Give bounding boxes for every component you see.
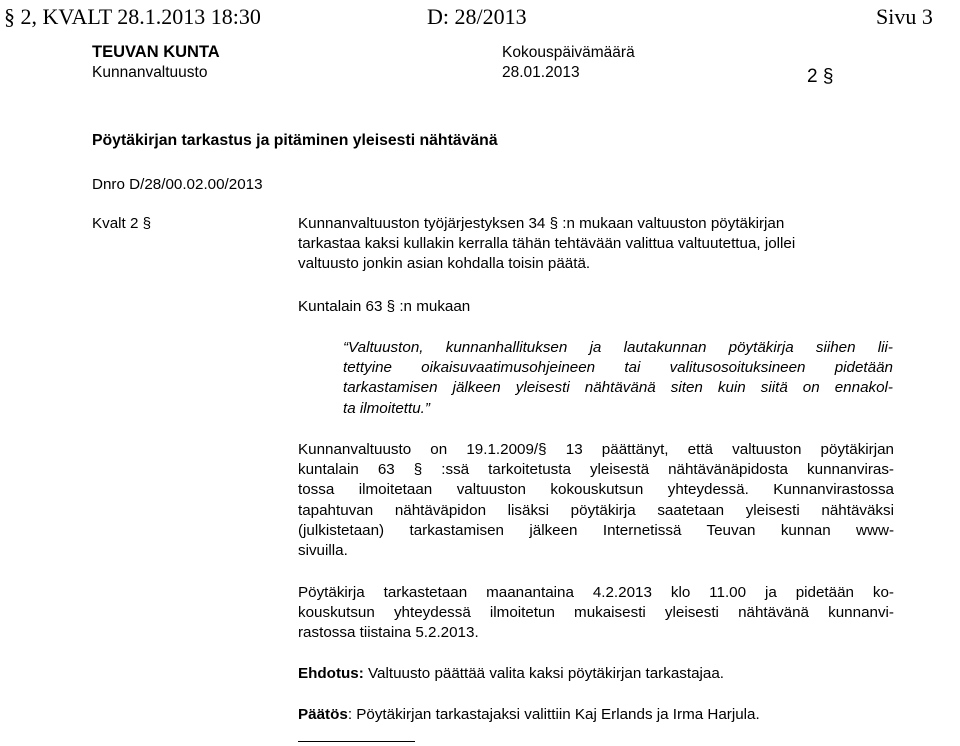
intro-line: tarkastaa kaksi kullakin kerralla tähän tehtävään valittua valtuutettua, jollei (298, 235, 796, 253)
intro-line: Kunnanvaltuuston työjärjestyksen 34 § :n mukaan valtuuston pöytäkirjan (298, 215, 785, 232)
section-number (807, 66, 833, 88)
paragraph-line: Pöytäkirja tarkastetaan maanantaina 4.2.2013 klo 11.00 ja pidetään ko- (298, 584, 894, 601)
proposal-text: Valtuusto päättää valita kaksi pöytäkirjan tarkastajaa. (363, 665, 725, 682)
paragraph-line: rastossa tiistaina 5.2.2013. (298, 624, 479, 642)
quote-line: “Valtuuston, kunnanhallituksen ja lautakunnan pöytäkirja siihen lii- (343, 339, 893, 356)
kvalt-mark: § (142, 215, 152, 232)
signature-divider (298, 741, 415, 742)
law-intro: Kuntalain 63 § :n mukaan (298, 298, 471, 315)
meeting-body: Kunnanvaltuusto (92, 64, 208, 81)
paragraph-line: kuntalain 63 § :ssä tarkoitetusta yleisestä nähtävänäpidosta kunnanviras- (298, 461, 894, 479)
section-number-value: 2 (807, 66, 818, 87)
paragraph-line: sivuilla. (298, 542, 348, 560)
paragraph-line: (julkistetaan) tarkastamisen jälkeen Internetissä Teuvan kunnan www- (298, 521, 894, 539)
section-number-mark: § (822, 66, 834, 87)
paragraph-line: tapahtuvan nähtäväpidon lisäksi pöytäkirja saatetaan yleisesti nähtäväksi (298, 501, 894, 519)
organization-name: TEUVAN KUNTA (92, 43, 220, 61)
inspection-paragraph (298, 583, 894, 644)
date-label: Kokouspäivämäärä (502, 44, 635, 61)
kvalt-label-text: Kvalt 2 (92, 215, 139, 232)
decision-text: : Pöytäkirjan tarkastajaksi valittiin Kaj Erlands ja Irma Harjula. (347, 706, 760, 723)
quote-line: ta ilmoitettu.” (343, 399, 430, 417)
quote-line: tarkastamisen jälkeen yleisesti nähtävänä siten kuin siitä on ennakol- (343, 379, 893, 397)
section-mark: § (4, 4, 15, 29)
document-ref: D: 28/2013 (427, 4, 527, 29)
page-header-section (4, 4, 261, 30)
dnro: Dnro D/28/00.02.00/2013 (92, 176, 263, 193)
section-title: Pöytäkirjan tarkastus ja pitäminen yleisesti nähtävänä (92, 132, 498, 149)
date-value: 28.01.2013 (502, 64, 580, 81)
paragraph-line: tossa ilmoitetaan valtuuston kokouskutsun yhteydessä. Kunnanvirastossa (298, 481, 894, 499)
intro-line: valtuusto jonkin asian kohdalla toisin päätä. (298, 255, 591, 273)
intro-paragraph (298, 214, 795, 275)
page-label: Sivu 3 (876, 4, 933, 29)
decision (298, 705, 760, 725)
paragraph-line: kouskutsun yhteydessä ilmoitetun mukaisesti yleisesti nähtävänä kunnanvi- (298, 604, 894, 622)
section-ref: 2, KVALT 28.1.2013 18:30 (20, 4, 261, 29)
quote-line: tettyine oikaisuvaatimusohjeineen tai valitusosoituksineen pidetään (343, 359, 893, 377)
decision-2009-paragraph (298, 440, 894, 561)
proposal-label: Ehdotus: (298, 665, 364, 682)
kvalt-label (92, 214, 151, 234)
paragraph-line: Kunnanvaltuusto on 19.1.2009/§ 13 päättänyt, että valtuuston pöytäkirjan (298, 441, 894, 458)
proposal (298, 664, 724, 684)
law-quote (343, 338, 893, 419)
decision-label: Päätös (298, 706, 348, 723)
